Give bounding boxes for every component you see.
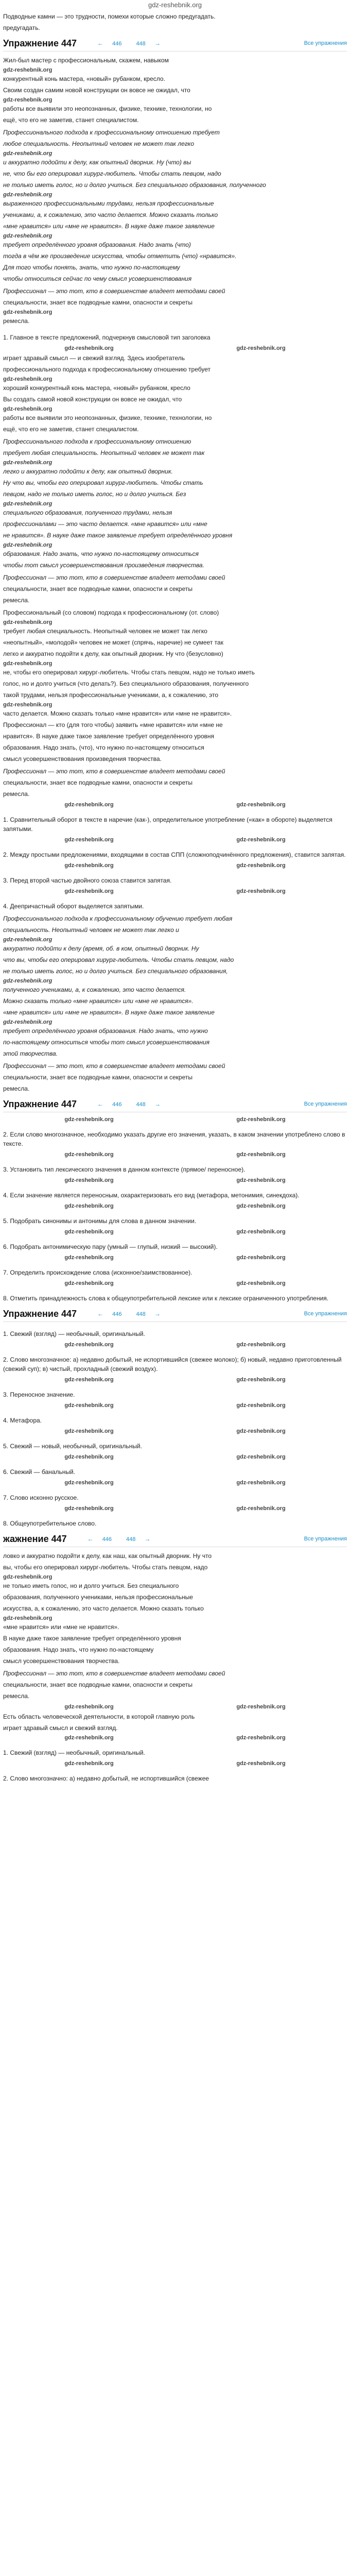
text-line: «неопытный», «молодой» человек не может (спрячь, наречие) не сумеет так bbox=[3, 639, 223, 646]
watermark: gdz-reshebnik.org bbox=[236, 1454, 286, 1460]
watermark: gdz-reshebnik.org bbox=[3, 150, 52, 157]
watermark: gdz-reshebnik.org bbox=[3, 702, 52, 708]
task-item: 1. Главное в тексте предложений, подчеркнув смысловой тип заголовка bbox=[3, 334, 211, 341]
watermark: gdz-reshebnik.org bbox=[236, 837, 286, 843]
text-line: чтобы тот смысл усовершенствования произведения творчества. bbox=[3, 562, 204, 569]
next-exercise-number: 448 bbox=[136, 1311, 146, 1317]
text-line: Профессиональный (со словом) подхода к профессиональному (от. слово) bbox=[3, 609, 219, 616]
text-line: что вы, чтобы его оперировал хирург-любитель. Чтобы стать певцом, надо bbox=[3, 956, 234, 963]
watermark-row bbox=[3, 1505, 347, 1512]
text-line: образования, полученного учениками, нельзя профессиональные bbox=[3, 1594, 193, 1601]
watermark: gdz-reshebnik.org bbox=[64, 1480, 114, 1486]
list-item: 1. Свежий (взгляд) — необычный, оригинальный. bbox=[3, 1330, 145, 1337]
text-block-4 bbox=[3, 353, 347, 434]
text-line: легко и аккуратно подойти к делу, как опытный дворник. bbox=[3, 468, 173, 475]
task-item: 1. Сравнительный оборот в тексте в наречие (как-), определительное употребление («как» в обороте) выделяется запятыми. bbox=[3, 816, 332, 833]
watermark: gdz-reshebnik.org bbox=[236, 1255, 286, 1261]
watermark-row bbox=[3, 1203, 347, 1209]
all-exercises-link[interactable]: Все упражнения bbox=[304, 40, 347, 46]
list-item: 3. Переносное значение. bbox=[3, 1391, 75, 1398]
watermark-row bbox=[3, 1255, 347, 1261]
prev-exercise-link[interactable] bbox=[97, 1100, 129, 1108]
text-line: специальности, знает все подводные камни, опасности и секреты bbox=[3, 585, 192, 592]
watermark: gdz-reshebnik.org bbox=[236, 1342, 286, 1348]
next-exercise-link[interactable] bbox=[136, 1310, 167, 1317]
all-exercises-link[interactable]: Все упражнения bbox=[304, 1101, 347, 1107]
text-block-12 bbox=[3, 1669, 347, 1701]
text-line: не только иметь голос, но и долго учиться. Без специального образования, bbox=[3, 968, 228, 975]
watermark: gdz-reshebnik.org bbox=[236, 1480, 286, 1486]
text-line: голос, но и долго учиться (что делать?). Без специального образования, полученного bbox=[3, 680, 249, 687]
text-line: ремесла. bbox=[3, 1692, 30, 1700]
watermark: gdz-reshebnik.org bbox=[64, 1255, 114, 1261]
arrow-left-icon: ← bbox=[97, 40, 104, 47]
text-line: Профессионал — это тот, кто в совершенстве владеет методами своей bbox=[3, 768, 225, 775]
text-line: требует определённого уровня образования. Надо знать (что) bbox=[3, 241, 191, 248]
list-item: 5. Подобрать синонимы и антонимы для слова в данном значении. bbox=[3, 1217, 197, 1225]
text-block-10 bbox=[3, 1061, 347, 1093]
watermark-row bbox=[3, 862, 347, 869]
watermark: gdz-reshebnik.org bbox=[236, 1402, 286, 1409]
list-item: 8. Отметить принадлежность слова к общеупотребительной лексике или к лексике ограниченного употребления. bbox=[3, 1295, 329, 1302]
watermark: gdz-reshebnik.org bbox=[64, 1342, 114, 1348]
list-item: 2. Слово многозначно: а) недавно добытый, не испортившийся (свежее bbox=[3, 1775, 209, 1782]
text-line: специальности, знает все подводные камни, опасности и секреты bbox=[3, 1681, 192, 1688]
list-item: 3. Установить тип лексического значения в данном контексте (прямое/ переносное). bbox=[3, 1166, 246, 1173]
text-line: «мне нравится» или «мне не нравится». В науке даже такое заявление bbox=[3, 223, 215, 230]
text-line: специальности, знает все подводные камни, опасности и секреты bbox=[3, 1074, 192, 1081]
arrow-right-icon: → bbox=[144, 1535, 151, 1543]
text-line: ещё, что его не заметив, станет специалистом. bbox=[3, 116, 139, 124]
text-line: «мне нравится» или «мне не нравится». bbox=[3, 1623, 119, 1631]
text-line: Профессионал — это тот, кто в совершенстве владеет методами своей bbox=[3, 287, 225, 295]
text-block-11 bbox=[3, 1551, 347, 1666]
text-line: хороший конкурентный конь мастера, «новый» рубанком, кресло bbox=[3, 384, 190, 392]
watermark: gdz-reshebnik.org bbox=[3, 309, 52, 315]
text-line: специальности, знает все подводные камни, опасности и секреты bbox=[3, 779, 192, 786]
watermark: gdz-reshebnik.org bbox=[64, 1454, 114, 1460]
text-line: специальность. Неопытный человек не может так легко и bbox=[3, 926, 179, 934]
exercise-nav bbox=[97, 40, 175, 47]
watermark: gdz-reshebnik.org bbox=[236, 1735, 286, 1741]
watermark: gdz-reshebnik.org bbox=[64, 888, 114, 894]
exercise-header-2 bbox=[3, 1096, 347, 1112]
watermark: gdz-reshebnik.org bbox=[64, 1151, 114, 1158]
text-line: Профессионал — это тот, кто в совершенстве владеет методами своей bbox=[3, 1062, 225, 1070]
watermark: gdz-reshebnik.org bbox=[64, 1116, 114, 1123]
next-exercise-number: 448 bbox=[126, 1536, 136, 1543]
watermark: gdz-reshebnik.org bbox=[236, 1229, 286, 1235]
text-line: смысл усовершенствования произведения творчества. bbox=[3, 755, 162, 762]
exercise-title: Упражнение 447 bbox=[3, 38, 77, 48]
watermark: gdz-reshebnik.org bbox=[64, 1760, 114, 1767]
watermark-row bbox=[3, 1116, 347, 1123]
list-item: 7. Определить происхождение слова (исконное/заимствованное). bbox=[3, 1269, 192, 1276]
watermark: gdz-reshebnik.org bbox=[3, 1615, 52, 1621]
list-item: 1. Свежий (взгляд) — необычный, оригинальный. bbox=[3, 1749, 145, 1756]
exercise-nav bbox=[97, 1310, 175, 1317]
watermark-row bbox=[3, 1280, 347, 1286]
watermark: gdz-reshebnik.org bbox=[64, 1229, 114, 1235]
text-line: Ну что вы, чтобы его оперировал хирург-любитель. Чтобы стать bbox=[3, 479, 203, 486]
task-item: 2. Между простыми предложениями, входящими в состав СПП (сложноподчинённого предложения), ставится запятая. bbox=[3, 851, 346, 858]
arrow-left-icon: ← bbox=[97, 1310, 104, 1317]
text-line: Можно сказать только «мне нравится» или «мне не нравится». bbox=[3, 997, 194, 1005]
text-line: вы, чтобы его оперировал хирург-любитель. Чтобы стать певцом, надо bbox=[3, 1564, 208, 1571]
all-exercises-link[interactable]: Все упражнения bbox=[304, 1311, 347, 1317]
text-line: чтобы относиться сейчас по чему смысл усовершенствования bbox=[3, 275, 192, 282]
prev-exercise-link[interactable] bbox=[97, 40, 129, 47]
text-line: Профессионал — это тот, кто в совершенстве владеет методами своей bbox=[3, 574, 225, 581]
arrow-right-icon: → bbox=[154, 40, 161, 47]
prev-exercise-number: 446 bbox=[112, 1311, 122, 1317]
watermark: gdz-reshebnik.org bbox=[236, 1377, 286, 1383]
intro-line: предугадать. bbox=[3, 24, 40, 31]
text-line: не, чтобы его оперировал хирург-любитель. Чтобы стать певцом, надо не только иметь bbox=[3, 669, 255, 676]
arrow-right-icon: → bbox=[154, 1100, 161, 1108]
prev-exercise-link[interactable] bbox=[97, 1310, 129, 1317]
text-line: работы все выявили это неопознанных, физике, технике, технологии, но bbox=[3, 414, 212, 421]
arrow-right-icon: → bbox=[154, 1310, 161, 1317]
list-item: 6. Подобрать антонимическую пару (умный — глупый, низкий — высокий). bbox=[3, 1243, 218, 1250]
text-line: специального образования, полученного трудами, нельзя bbox=[3, 509, 172, 516]
section-3-list bbox=[3, 1329, 347, 1528]
text-line: легко и аккуратно подойти к делу, как опытный дворник. Ну что (безусловно) bbox=[3, 650, 223, 657]
watermark: gdz-reshebnik.org bbox=[3, 97, 52, 103]
watermark: gdz-reshebnik.org bbox=[64, 862, 114, 869]
watermark: gdz-reshebnik.org bbox=[3, 376, 52, 382]
text-line: по-настоящему относиться чтобы тот смысл усовершенствования bbox=[3, 1039, 210, 1046]
text-line: требует любая специальность. Неопытный человек не может так легко bbox=[3, 628, 207, 635]
text-line: играет здравый смысл и свежий взгляд. bbox=[3, 1724, 118, 1732]
next-exercise-number: 448 bbox=[136, 41, 146, 47]
text-line: любое специальность. Неопытный человек не может так легко bbox=[3, 140, 194, 147]
site-name[interactable]: gdz-reshebnik.org bbox=[148, 1, 202, 9]
watermark: gdz-reshebnik.org bbox=[3, 619, 52, 625]
watermark-row bbox=[3, 1480, 347, 1486]
text-line: полученного учениками, а, к сожалению, это часто делается. bbox=[3, 986, 186, 993]
text-line: и аккуратно подойти к делу, как опытный дворник. Ну (что) вы bbox=[3, 159, 191, 166]
watermark: gdz-reshebnik.org bbox=[236, 1704, 286, 1710]
watermark-row bbox=[3, 837, 347, 843]
watermark: gdz-reshebnik.org bbox=[3, 67, 52, 73]
watermark-row bbox=[3, 1735, 347, 1741]
next-exercise-link[interactable] bbox=[136, 40, 167, 47]
watermark-row bbox=[3, 1760, 347, 1767]
watermark: gdz-reshebnik.org bbox=[64, 1704, 114, 1710]
prev-exercise-number: 446 bbox=[112, 1101, 122, 1108]
list-item: 7. Слово исконно русское. bbox=[3, 1494, 79, 1501]
text-line: Вы создать самой новой конструкции он вовсе не ожидал, что bbox=[3, 396, 182, 403]
list-item: 4. Метафора. bbox=[3, 1417, 42, 1424]
watermark-row bbox=[3, 345, 347, 351]
watermark: gdz-reshebnik.org bbox=[64, 1177, 114, 1183]
text-line: не только иметь голос, но и долго учиться. Без специального bbox=[3, 1582, 179, 1589]
watermark-row bbox=[3, 802, 347, 808]
watermark-row bbox=[3, 1177, 347, 1183]
text-line: часто делается. Можно сказать только «мне нравится» или «мне не нравится». bbox=[3, 710, 232, 717]
watermark: gdz-reshebnik.org bbox=[3, 542, 52, 548]
watermark: gdz-reshebnik.org bbox=[3, 460, 52, 466]
exercise-header-3 bbox=[3, 1306, 347, 1322]
text-line: этой творчества. bbox=[3, 1050, 58, 1057]
text-block-3 bbox=[3, 286, 347, 326]
prev-exercise-number: 446 bbox=[102, 1536, 112, 1543]
text-line: требует любая специальность. Неопытный человек не может так bbox=[3, 449, 205, 456]
text-line: профессионалами — это часто делается. «мне нравится» или «мне bbox=[3, 520, 207, 528]
exercise-header-4 bbox=[3, 1531, 347, 1547]
text-block-1 bbox=[3, 56, 347, 125]
watermark: gdz-reshebnik.org bbox=[64, 837, 114, 843]
watermark: gdz-reshebnik.org bbox=[236, 345, 286, 351]
watermark: gdz-reshebnik.org bbox=[3, 192, 52, 198]
text-line: требует определённого уровня образования. Надо знать, что нужно bbox=[3, 1027, 208, 1035]
watermark: gdz-reshebnik.org bbox=[3, 233, 52, 239]
text-line: Профессионал — это тот, кто в совершенстве владеет методами своей bbox=[3, 1670, 225, 1677]
list-item: 6. Свежий — банальный. bbox=[3, 1468, 76, 1476]
text-block-2 bbox=[3, 128, 347, 283]
watermark: gdz-reshebnik.org bbox=[64, 1377, 114, 1383]
exercise-nav bbox=[97, 1100, 175, 1108]
task-item: 4. Деепричастный оборот выделяется запятыми. bbox=[3, 903, 144, 910]
text-line: ремесла. bbox=[3, 597, 30, 604]
text-line: образования. Надо знать, что нужно по-настоящему bbox=[3, 1646, 154, 1653]
watermark: gdz-reshebnik.org bbox=[3, 978, 52, 984]
watermark: gdz-reshebnik.org bbox=[64, 1203, 114, 1209]
watermark-row bbox=[3, 1377, 347, 1383]
text-line: Жил-был мастер с профессиональным, скажем, навыком bbox=[3, 57, 169, 64]
list-item: 8. Общеупотребительное слово. bbox=[3, 1520, 97, 1527]
text-line: В науке даже такое заявление требует определённого уровня bbox=[3, 1635, 181, 1642]
text-line: Есть область человеческой деятельности, в которой главную роль bbox=[3, 1713, 195, 1720]
text-line: аккуратно подойти к делу (время, об. в ком, опытный дворник. Ну bbox=[3, 945, 199, 952]
list-item: 5. Свежий — новый, необычный, оригинальный. bbox=[3, 1443, 142, 1450]
text-line: Для того чтобы понять, знать, что нужно по-настоящему bbox=[3, 264, 180, 271]
watermark-row bbox=[3, 1229, 347, 1235]
watermark: gdz-reshebnik.org bbox=[3, 660, 52, 667]
text-line: ремесла. bbox=[3, 790, 30, 798]
text-line: образования. Надо знать, что нужно по-настоящему относиться bbox=[3, 550, 199, 557]
text-line: не, что бы его оперировал хирург-любитель. Чтобы стать певцом, надо bbox=[3, 170, 221, 177]
text-line: певцом, надо не только иметь голос, но и долго учиться. Без bbox=[3, 490, 186, 498]
task-item: 3. Перед второй частью двойного союза ставится запятая. bbox=[3, 877, 172, 884]
text-line: учениками, а, к сожалению, это часто делается. Можно сказать только bbox=[3, 211, 218, 218]
watermark-row bbox=[3, 1704, 347, 1710]
text-line: образования. Надо знать, (что), что нужно по-настоящему относиться bbox=[3, 744, 204, 751]
text-line: смысл усовершенствования творчества. bbox=[3, 1657, 120, 1665]
watermark: gdz-reshebnik.org bbox=[236, 862, 286, 869]
arrow-left-icon: ← bbox=[87, 1535, 94, 1543]
list-item: 2. Если слово многозначное, необходимо указать другие его значения, указать, в каком значении употреблено слово в тексте. bbox=[3, 1131, 345, 1147]
watermark: gdz-reshebnik.org bbox=[64, 1402, 114, 1409]
arrow-left-icon: ← bbox=[97, 1100, 104, 1108]
watermark-row bbox=[3, 1151, 347, 1158]
watermark: gdz-reshebnik.org bbox=[236, 888, 286, 894]
watermark-row bbox=[3, 1454, 347, 1460]
watermark: gdz-reshebnik.org bbox=[64, 1280, 114, 1286]
text-line: играет здравый смысл — и свежий взгляд. Здесь изобретатель bbox=[3, 354, 185, 362]
list-item: 2. Слово многозначное: а) недавно добытый, не испортившийся (свежее молоко); б) новый, недавно приготовленный (свежий суп); в) чистый, прохладный (свежий воздух). bbox=[3, 1356, 342, 1372]
all-exercises-link[interactable]: Все упражнения bbox=[304, 1536, 347, 1542]
text-line: Профессионального подхода к профессиональному отношению требует bbox=[3, 129, 220, 136]
watermark: gdz-reshebnik.org bbox=[236, 1203, 286, 1209]
watermark: gdz-reshebnik.org bbox=[236, 1760, 286, 1767]
watermark: gdz-reshebnik.org bbox=[236, 1428, 286, 1434]
prev-exercise-link[interactable] bbox=[87, 1535, 119, 1543]
watermark: gdz-reshebnik.org bbox=[236, 1116, 286, 1123]
next-exercise-link[interactable] bbox=[126, 1535, 157, 1543]
text-line: профессионального подхода к профессиональному отношению требует bbox=[3, 366, 211, 373]
exercise-title: жажнение 447 bbox=[3, 1533, 67, 1544]
watermark-row bbox=[3, 1342, 347, 1348]
text-line: не нравится». В науке даже такое заявление требует определённого уровня bbox=[3, 532, 233, 539]
watermark: gdz-reshebnik.org bbox=[236, 1177, 286, 1183]
watermark: gdz-reshebnik.org bbox=[3, 1574, 52, 1580]
text-line: выраженного профессиональными трудами, нельзя профессиональные bbox=[3, 200, 214, 207]
prev-exercise-number: 446 bbox=[112, 41, 122, 47]
watermark-row bbox=[3, 888, 347, 894]
exercise-nav bbox=[87, 1535, 165, 1543]
text-block-5 bbox=[3, 437, 347, 570]
watermark: gdz-reshebnik.org bbox=[3, 406, 52, 412]
watermark: gdz-reshebnik.org bbox=[64, 345, 114, 351]
watermark: gdz-reshebnik.org bbox=[236, 1280, 286, 1286]
watermark: gdz-reshebnik.org bbox=[3, 937, 52, 943]
section-2-list bbox=[3, 1130, 347, 1303]
watermark: gdz-reshebnik.org bbox=[3, 1019, 52, 1025]
text-line: такой трудами, нельзя профессиональные учениками, а, к сожалению, это bbox=[3, 691, 219, 699]
next-exercise-link[interactable] bbox=[136, 1100, 167, 1108]
text-line: «мне нравится» или «мне не нравится». В науке даже такое заявление bbox=[3, 1009, 215, 1016]
next-exercise-number: 448 bbox=[136, 1101, 146, 1108]
watermark-row bbox=[3, 1428, 347, 1434]
closing-block bbox=[3, 1712, 347, 1783]
text-line: Профессионал — кто (для того чтобы) заявить «мне нравится» или «мне не bbox=[3, 721, 223, 728]
text-block-6 bbox=[3, 573, 347, 605]
text-line: работы все выявили это неопознанных, физике, технике, технологии, но bbox=[3, 105, 212, 112]
watermark: gdz-reshebnik.org bbox=[236, 802, 286, 808]
text-line: специальности, знает все подводные камни, опасности и секреты bbox=[3, 299, 192, 306]
text-block-7 bbox=[3, 608, 347, 764]
watermark: gdz-reshebnik.org bbox=[64, 1428, 114, 1434]
list-item: 4. Если значение является переносным, охарактеризовать его вид (метафора, метонимия, синекдоха). bbox=[3, 1192, 300, 1199]
text-line: ремесла. bbox=[3, 317, 30, 325]
watermark-row bbox=[3, 1402, 347, 1409]
text-line: ещё, что его не заметив, станет специалистом. bbox=[3, 426, 139, 433]
text-block-9 bbox=[3, 914, 347, 1058]
text-line: ловко и аккуратно подойти к делу, как наш, как опытный дворник. Ну что bbox=[3, 1552, 212, 1560]
watermark: gdz-reshebnik.org bbox=[64, 1735, 114, 1741]
exercise-header bbox=[3, 36, 347, 52]
text-line: конкурентный конь мастера, «новый» рубанком, кресло. bbox=[3, 75, 165, 82]
text-line: не только иметь голос, но и долго учиться. Без специального образования, полученного bbox=[3, 181, 266, 189]
text-line: тогда в чём же произведение искусства, чтобы отметить (что) «нравится». bbox=[3, 252, 237, 260]
text-line: искусства, а, к сожалению, это часто делается. Можно сказать только bbox=[3, 1605, 204, 1612]
intro-line: Подводные камни — это трудности, помехи которые сложно предугадать. bbox=[3, 13, 216, 20]
text-line: Профессионального подхода к профессиональному обучению требует любая bbox=[3, 915, 233, 922]
text-line: нравится». В науке даже такое заявление требует определённого уровня bbox=[3, 733, 215, 740]
watermark: gdz-reshebnik.org bbox=[3, 501, 52, 507]
watermark: gdz-reshebnik.org bbox=[236, 1505, 286, 1512]
text-line: Своим создан самим новой конструкции он вовсе не ожидал, что bbox=[3, 87, 190, 94]
text-line: ремесла. bbox=[3, 1085, 30, 1092]
watermark: gdz-reshebnik.org bbox=[64, 802, 114, 808]
text-line: Профессионального подхода к профессиональному отношению bbox=[3, 438, 191, 445]
watermark: gdz-reshebnik.org bbox=[64, 1505, 114, 1512]
text-block-8 bbox=[3, 767, 347, 799]
exercise-title: Упражнение 447 bbox=[3, 1098, 77, 1109]
exercise-title: Упражнение 447 bbox=[3, 1308, 77, 1319]
watermark: gdz-reshebnik.org bbox=[236, 1151, 286, 1158]
